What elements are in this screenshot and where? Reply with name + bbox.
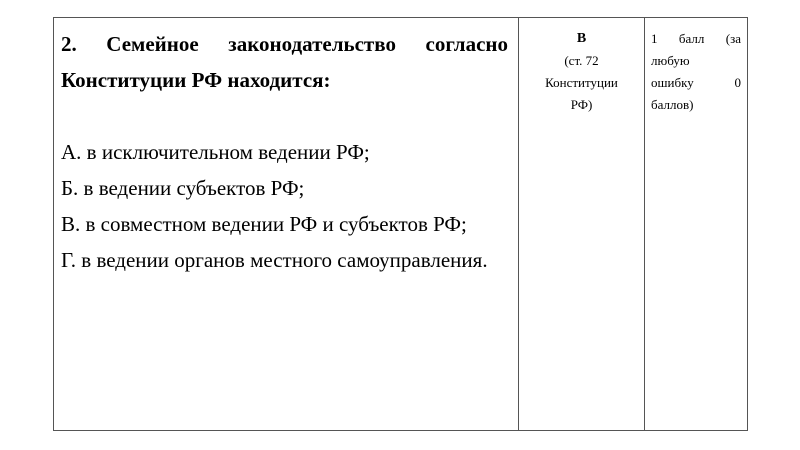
answer-letter: В xyxy=(576,31,587,46)
scoring-cell xyxy=(645,18,748,431)
option-d: Г. в ведении органов местного самоуправления. xyxy=(61,248,488,272)
answer-reference-line: (ст. 72 xyxy=(564,53,599,68)
scoring-line: ошибку 0 xyxy=(651,75,741,90)
answer-cell xyxy=(519,18,645,431)
option-c: В. в совместном ведении РФ и субъектов РФ; xyxy=(61,212,467,236)
scoring-line: любую xyxy=(651,53,690,68)
table-row xyxy=(54,18,748,431)
question-cell xyxy=(54,18,519,431)
scoring-line: 1 балл (за xyxy=(651,31,741,46)
answer-reference-line: Конституции xyxy=(545,75,618,90)
answer-reference-line: РФ) xyxy=(570,97,593,112)
option-a: А. в исключительном ведении РФ; xyxy=(61,140,370,164)
option-b: Б. в ведении субъектов РФ; xyxy=(61,176,305,200)
question-table xyxy=(53,17,748,431)
question-title: 2. Семейное законодательство согласно Конституции РФ находится: xyxy=(61,32,508,92)
scoring-line: баллов) xyxy=(651,97,694,112)
